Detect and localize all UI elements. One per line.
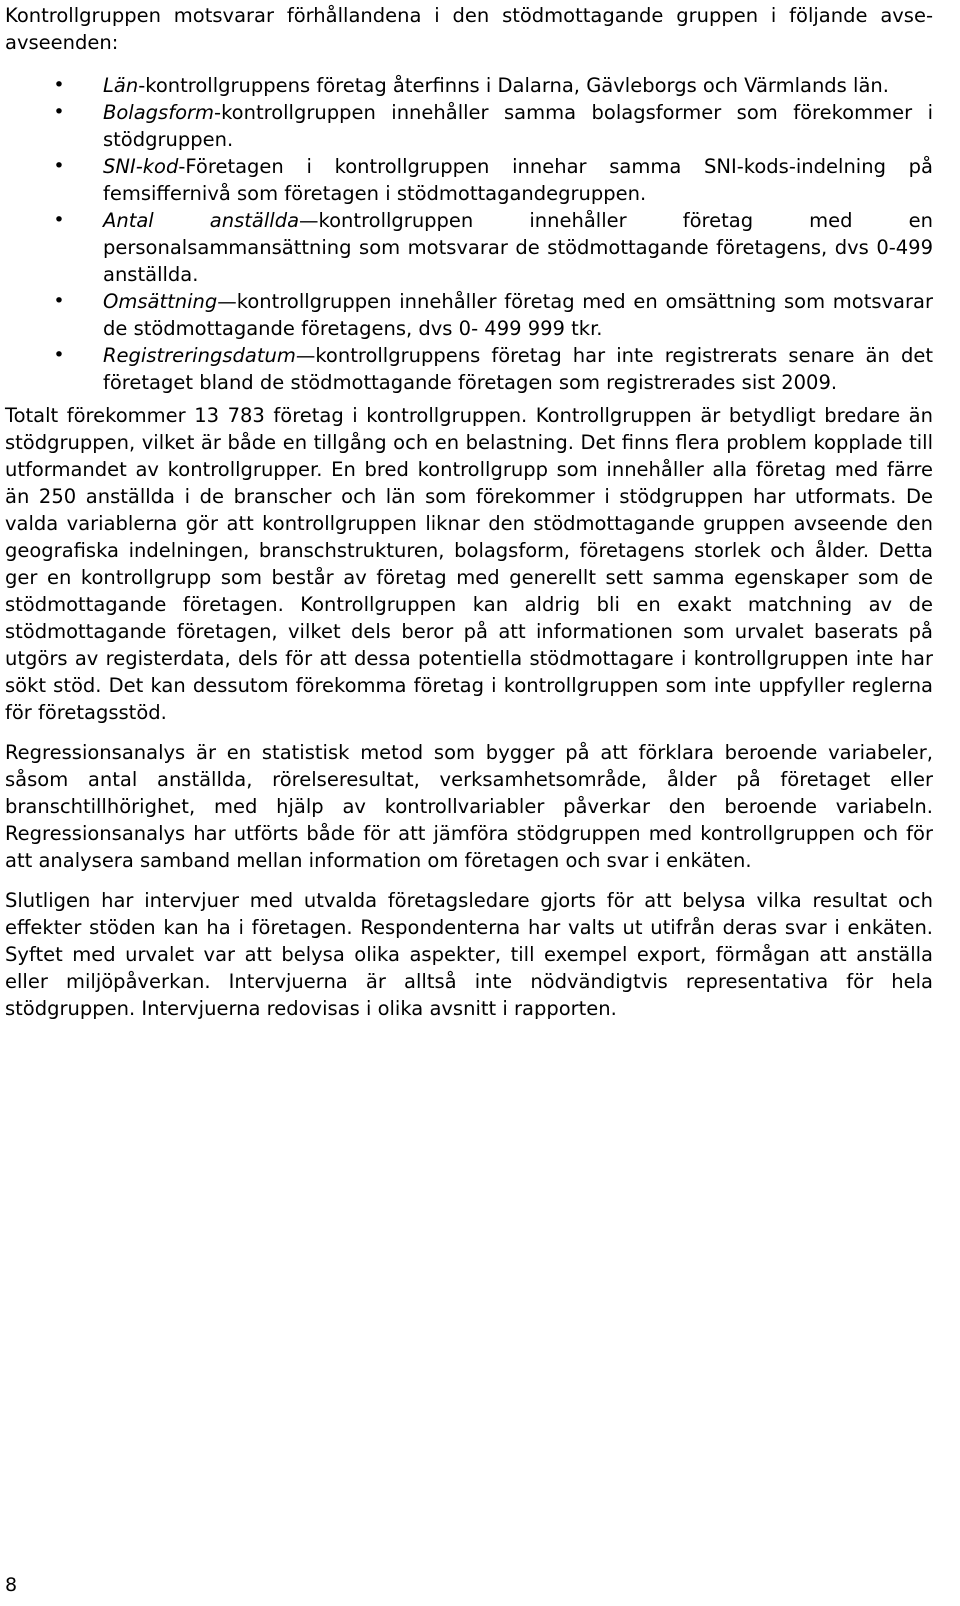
intro-text: Kontrollgruppen motsvarar förhållandena i den stödmottagande gruppen i följande avse-avseenden:: [5, 4, 933, 54]
list-item-text: Företagen i kontrollgruppen innehar samma SNI-kods-indelning på femsiffernivå som företagen i stödmottagandegruppen.: [103, 155, 933, 205]
list-item: [5, 99, 933, 153]
list-item-text: kontrollgruppens företag har inte registrerats senare än det företaget bland de stödmottagande företagen som registrerades sist 2009.: [103, 344, 933, 394]
paragraph-regression: Regressionsanalys är en statistisk metod som bygger på att förklara beroende variabeler, såsom antal anställda, rörelseresultat, verksamhetsområde, ålder på företaget eller branschtillhörighet, med hjälp av kontrollvariabler påverkar den beroende variabeln. Regressionsanalys har utförts både för att jämföra stödgruppen med kontrollgruppen och för att analysera samband mellan information om företagen och svar i enkäten.: [5, 741, 933, 872]
list-item: [5, 342, 933, 396]
page-content: [5, 2, 933, 1035]
list-item-separator: —: [299, 209, 319, 232]
list-item: [5, 288, 933, 342]
list-item-term: Registreringsdatum: [103, 344, 296, 367]
list-item-separator: -: [138, 74, 146, 97]
list-item-separator: -: [214, 101, 222, 124]
list-item-text: kontrollgruppen innehåller samma bolagsformer som förekommer i stödgruppen.: [103, 101, 933, 151]
list-item-separator: —: [295, 344, 316, 367]
list-item-separator: —: [217, 290, 237, 313]
list-item: [5, 153, 933, 207]
list-item: [5, 207, 933, 288]
paragraph-control-group: Totalt förekommer 13 783 företag i kontrollgruppen. Kontrollgruppen är betydligt bredare än stödgruppen, vilket är både en tillgång och en belastning. Det finns flera problem kopplade till utformandet av kontrollgrupper. En bred kontrollgrupp som innehåller alla företag med färre än 250 anställda i de branscher och län som förekommer i stödgruppen har utformats. De valda variablerna gör att kontrollgruppen liknar den stödmottagande gruppen avseende den geografiska indelningen, branschstrukturen, bolagsform, företagens storlek och ålder. Detta ger en kontrollgrupp som består av företag med generellt sett samma egenskaper som de stödmottagande företagen. Kontrollgruppen kan aldrig bli en exakt matchning av de stödmottagande företagen, vilket dels beror på att informationen som urvalet baserats på utgörs av registerdata, dels för att dessa potentiella stödmottagare i kontrollgruppen inte har sökt stöd. Det kan dessutom förekomma företag i kontrollgruppen som inte uppfyller reglerna för företagsstöd.: [5, 404, 933, 724]
bullet-icon: •: [53, 74, 65, 96]
bullet-icon: •: [53, 290, 65, 312]
list-item-term: Län: [103, 74, 139, 97]
list-item-term: Bolagsform: [103, 101, 215, 124]
list-item-text: kontrollgruppens företag återfinns i Dalarna, Gävleborgs och Värmlands län.: [145, 74, 889, 97]
bullet-icon: •: [53, 101, 65, 123]
criteria-list: [5, 72, 933, 396]
list-item-text: kontrollgruppen innehåller företag med en omsättning som motsvarar de stödmottagande företagens, dvs 0- 499 999 tkr.: [103, 290, 933, 340]
bullet-icon: •: [53, 209, 65, 231]
list-item-separator: -: [178, 155, 186, 178]
list-item: [5, 72, 933, 99]
list-item-text: kontrollgruppen innehåller företag med en personalsammansättning som motsvarar de stödmottagande företagens, dvs 0-499 anställda.: [103, 209, 933, 286]
bullet-icon: •: [53, 155, 65, 177]
page-number: 8: [5, 1574, 18, 1596]
bullet-icon: •: [53, 344, 65, 366]
list-item-term: Antal anställda: [103, 209, 300, 232]
list-item-term: SNI-kod: [103, 155, 179, 178]
paragraph-interviews: Slutligen har intervjuer med utvalda företagsledare gjorts för att belysa vilka resultat och effekter stöden kan ha i företagen. Respondenterna har valts ut utifrån deras svar i enkäten. Syftet med urvalet var att belysa olika aspekter, till exempel export, förmågan att anställa eller miljöpåverkan. Intervjuerna är alltså inte nödvändigtvis representativa för hela stödgruppen. Intervjuerna redovisas i olika avsnitt i rapporten.: [5, 889, 933, 1020]
list-item-term: Omsättning: [103, 290, 218, 313]
